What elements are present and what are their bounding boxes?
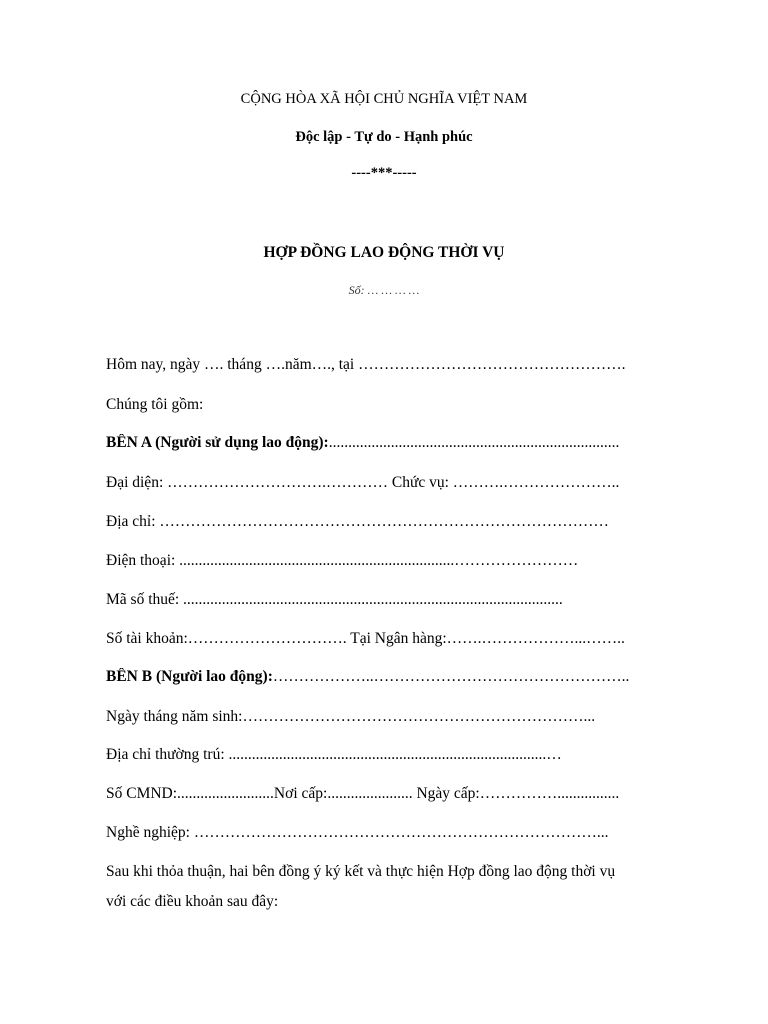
party-a-label: BÊN A (Người sử dụng lao động): bbox=[106, 434, 329, 451]
tax-code-line: Mã số thuế: .................................................................................................. bbox=[106, 591, 563, 608]
date-line: Hôm nay, ngày …. tháng ….năm…., tại ……………………………………………. bbox=[106, 356, 626, 373]
party-b-line bbox=[106, 668, 706, 686]
agreement-line-1: Sau khi thỏa thuận, hai bên đồng ý ký kết và thực hiện Hợp đồng lao động thời vụ bbox=[106, 863, 616, 880]
representative-line: Đại diện: ………………………….………… Chức vụ: ……….………………….. bbox=[106, 474, 620, 491]
address-line: Địa chỉ: …………………………………………………………………………… bbox=[106, 513, 609, 530]
party-b-dots: ………………..………………………………………….. bbox=[272, 668, 630, 685]
occupation-line: Nghề nghiệp: ……………………………………………………………………... bbox=[106, 824, 609, 841]
motto-heading: Độc lập - Tự do - Hạnh phúc bbox=[295, 129, 473, 145]
phone-line: Điện thoại: .......................................................................…………………… bbox=[106, 552, 579, 569]
account-line: Số tài khoản:…………………………. Tại Ngân hàng:…….………………...…….. bbox=[106, 630, 625, 647]
header-separator: ----***----- bbox=[351, 165, 417, 181]
birth-date-line: Ngày tháng năm sinh:…………………………………………………………... bbox=[106, 708, 596, 725]
party-a-dots: ........................................................................... bbox=[328, 434, 620, 451]
contract-title: HỢP ĐỒNG LAO ĐỘNG THỜI VỤ bbox=[263, 244, 505, 261]
parties-intro: Chúng tôi gồm: bbox=[106, 396, 204, 413]
nation-heading: CỘNG HÒA XÃ HỘI CHỦ NGHĨA VIỆT NAM bbox=[240, 91, 528, 107]
contract-number: Số: … … … … bbox=[348, 283, 420, 297]
agreement-line-2: với các điều khoản sau đây: bbox=[106, 893, 279, 910]
permanent-address-line: Địa chỉ thường trú: ..................................................................................… bbox=[106, 746, 562, 763]
party-b-label: BÊN B (Người lao động): bbox=[106, 668, 273, 685]
id-card-line: Số CMND:.........................Nơi cấp:...................... Ngày cấp:……………................ bbox=[106, 785, 620, 802]
party-a-line bbox=[106, 434, 706, 452]
